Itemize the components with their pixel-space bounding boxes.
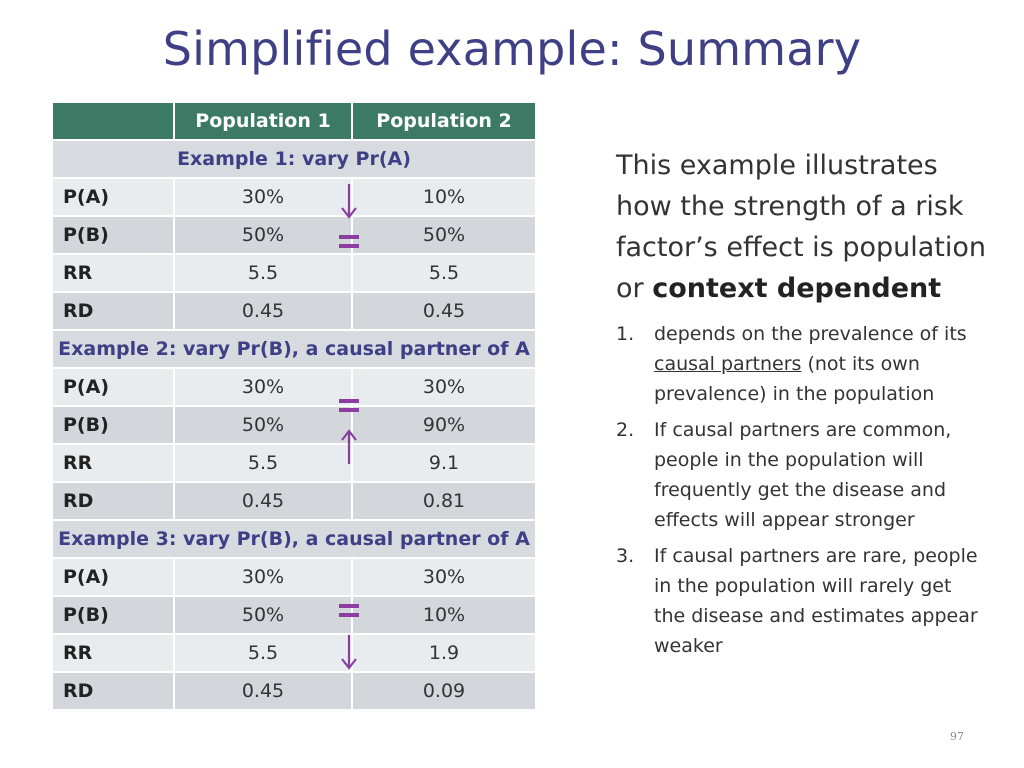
header-blank-cell: [52, 102, 174, 140]
equals-icon: [336, 386, 362, 426]
slide-title: Simplified example: Summary: [162, 22, 862, 76]
page-number: 97: [950, 730, 964, 743]
lead-text: This example illustrates how the strength of a risk factor’s effect is population or: [616, 150, 986, 304]
arrow-down-icon: [336, 181, 362, 221]
arrow-down-icon: [336, 632, 362, 672]
population-1-value: 5.5: [174, 634, 352, 672]
table-row: [52, 254, 536, 292]
population-2-value: 10%: [352, 596, 536, 634]
point-number: 2.: [616, 419, 635, 441]
summary-point: [616, 415, 986, 535]
population-1-value: 50%: [174, 406, 352, 444]
table-row: [52, 558, 536, 596]
population-1-value: 5.5: [174, 444, 352, 482]
section-header-row: [52, 140, 536, 178]
population-2-value: 10%: [352, 178, 536, 216]
row-label: RR: [52, 254, 174, 292]
section-header-row: [52, 520, 536, 558]
table-row: [52, 406, 536, 444]
population-2-value: 0.09: [352, 672, 536, 710]
population-1-value: 50%: [174, 596, 352, 634]
summary-text-panel: [616, 145, 986, 667]
arrow-up-icon: [336, 427, 362, 467]
table-row: [52, 596, 536, 634]
point-underlined-term: causal partners: [654, 353, 802, 375]
population-2-value: 90%: [352, 406, 536, 444]
point-text-part: (not its own prevalence) in the population: [654, 353, 935, 405]
point-text-part: If causal partners are common, people in the population will frequently get the disease and effects will appear stronger: [654, 419, 952, 531]
section-title: Example 1: vary Pr(A): [52, 140, 536, 178]
row-label: RR: [52, 444, 174, 482]
row-label: RD: [52, 482, 174, 520]
table-row: [52, 444, 536, 482]
row-label: RR: [52, 634, 174, 672]
population-2-value: 30%: [352, 368, 536, 406]
point-number: 3.: [616, 545, 635, 567]
point-text: [654, 319, 986, 409]
point-number: 1.: [616, 323, 635, 345]
table-row: [52, 634, 536, 672]
table-row: [52, 368, 536, 406]
row-label: P(A): [52, 178, 174, 216]
row-label: RD: [52, 672, 174, 710]
lead-emphasis: context dependent: [652, 273, 942, 304]
population-1-value: 0.45: [174, 292, 352, 330]
population-1-value: 5.5: [174, 254, 352, 292]
equals-icon: [336, 222, 362, 262]
equals-icon: [336, 591, 362, 631]
table-header-row: [52, 102, 536, 140]
population-1-value: 0.45: [174, 672, 352, 710]
population-2-value: 5.5: [352, 254, 536, 292]
population-1-value: 30%: [174, 178, 352, 216]
table-row: [52, 216, 536, 254]
table-row: [52, 482, 536, 520]
population-2-value: 50%: [352, 216, 536, 254]
population-1-value: 30%: [174, 558, 352, 596]
summary-table: [51, 101, 537, 711]
row-label: P(B): [52, 596, 174, 634]
point-text: [654, 541, 986, 661]
row-label: RD: [52, 292, 174, 330]
section-title: Example 3: vary Pr(B), a causal partner of A: [52, 520, 536, 558]
header-population-1: Population 1: [174, 102, 352, 140]
section-title: Example 2: vary Pr(B), a causal partner of A: [52, 330, 536, 368]
table-body: [52, 140, 536, 710]
table-row: [52, 178, 536, 216]
row-label: P(B): [52, 216, 174, 254]
population-2-value: 9.1: [352, 444, 536, 482]
header-population-2: Population 2: [352, 102, 536, 140]
population-2-value: 0.81: [352, 482, 536, 520]
population-2-value: 1.9: [352, 634, 536, 672]
row-label: P(A): [52, 368, 174, 406]
population-1-value: 30%: [174, 368, 352, 406]
table-row: [52, 672, 536, 710]
point-text: [654, 415, 986, 535]
section-header-row: [52, 330, 536, 368]
point-text-part: If causal partners are rare, people in the population will rarely get the disease and estimates appear weaker: [654, 545, 978, 657]
point-text-part: depends on the prevalence of its: [654, 323, 967, 345]
population-2-value: 0.45: [352, 292, 536, 330]
row-label: P(B): [52, 406, 174, 444]
summary-lead: [616, 145, 986, 309]
population-1-value: 50%: [174, 216, 352, 254]
table-row: [52, 292, 536, 330]
summary-point: [616, 541, 986, 661]
summary-point: [616, 319, 986, 409]
row-label: P(A): [52, 558, 174, 596]
population-1-value: 0.45: [174, 482, 352, 520]
summary-points: [616, 319, 986, 661]
population-2-value: 30%: [352, 558, 536, 596]
